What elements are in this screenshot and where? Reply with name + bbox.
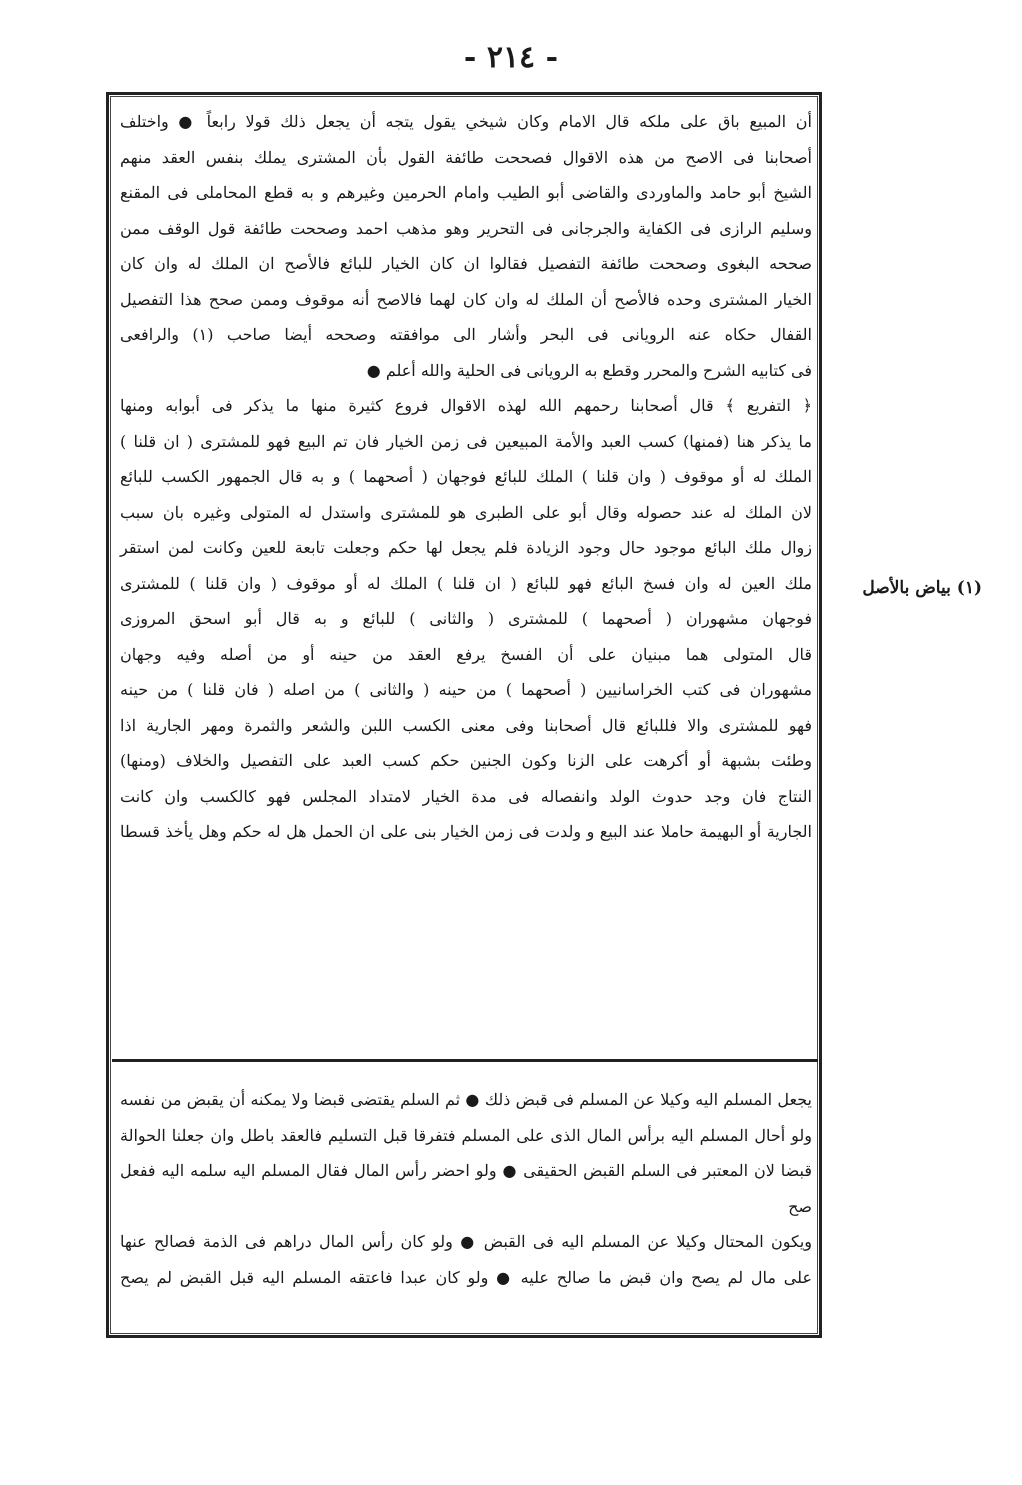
bottom-line: يجعل المسلم اليه وكيلا عن المسلم فى قبض ذلك ● ثم السلم يقتضى قبضا ولا يمكنه أن يقبض من نفسه: [120, 1090, 813, 1109]
main-text-block: [120, 104, 812, 850]
bottom-line: قبضا لان المعتبر فى السلم القبض الحقيقى ● ولو احضر رأس المال فقال المسلم اليه سلمه اليه ففعل صح: [120, 1161, 812, 1216]
main-line: زوال ملك البائع موجود حال وجود الزيادة فلم يجعل لها حكم وجعلت تابعة للعين وكانت لمن استقر: [120, 538, 812, 557]
main-line: الملك له أو موقوف ( وان قلنا ) الملك للبائع فوجهان ( أصحهما ) و به قال الجمهور الكسب للبائع: [120, 467, 812, 486]
main-line: صححه البغوى وصححت طائفة التفصيل فقالوا ان كان الخيار للبائع فالأصح ان الملك له وان كان: [120, 254, 813, 273]
page-number: - ٢١٤ -: [463, 40, 559, 75]
main-line: ملك العين له وان فسخ البائع فهو للبائع ( ان قلنا ) الملك له أو موقوف ( وان قلنا ) للمشترى: [120, 573, 812, 593]
main-line: وسليم الرازى فى الكفاية والجرجانى فى التحرير وهو مذهب احمد وصححت طائفة قول الوقف ممن: [120, 218, 812, 238]
main-line: الجارية أو البهيمة حاملا عند البيع و ولدت فى زمن الخيار بنى على ان الحمل هل له حكم وهل يأخذ قسطا: [120, 822, 812, 841]
main-line: لان الملك له عند حصوله وقال أبو على الطبرى هو للمشترى واستدل له المتولى وغيره بان سبب: [120, 502, 812, 522]
margin-footnote: (١) بياض بالأصل: [862, 578, 982, 598]
main-line: وطئت بشبهة أو أكرهت على الزنا وكون الجنين حكم كسب العبد على التفصيل والخلاف (ومنها): [120, 751, 812, 770]
main-line: ﴿ التفريع ﴾ قال أصحابنا رحمهم الله لهذه الاقوال فروع كثيرة منها ما يذكر فى أبوابه ومنها: [120, 396, 812, 415]
section-divider: [112, 1059, 818, 1062]
bottom-text-block: [120, 1082, 812, 1295]
main-line: فى كتابيه الشرح والمحرر وقطع به الرويانى فى الحلية والله أعلم ●: [366, 360, 812, 380]
bottom-line: ولو أحال المسلم اليه برأس المال الذى على المسلم فتفرقا قبل التسليم فالعقد باطل وان جعلنا الحوالة: [120, 1125, 812, 1145]
main-line: مشهوران فى كتب الخراسانيين ( أصحهما ) من حينه ( والثانى ) من اصله ( فان قلنا ) من حينه: [120, 680, 812, 699]
main-line: أن المبيع باق على ملكه قال الامام وكان شيخي يقول يتجه أن يجعل ذلك قولا رابعاً ● واختلف: [120, 112, 812, 131]
main-line: فهو للمشترى والا فللبائع قال أصحابنا وفى معنى الكسب اللبن والشعر والثمرة ومهر الجارية اذا: [120, 715, 812, 735]
main-line: فوجهان مشهوران ( أصحهما ) للمشترى ( والثانى ) للبائع و به قال أبو اسحق المروزى: [120, 609, 812, 628]
main-line: ما يذكر هنا (فمنها) كسب العبد والأمة المبيعين فى زمن الخيار فان تم البيع فهو للمشترى ( ان قلنا ): [120, 431, 813, 451]
main-line: أصحابنا فى الاصح من هذه الاقوال فصححت طائفة القول بأن المشترى يملك بنفس العقد منهم: [120, 147, 812, 167]
main-line: النتاج فان وجد حدوث الولد وانفصاله فى مدة الخيار لامتداد المجلس فهو كالكسب وان كانت: [120, 786, 812, 806]
main-line: الشيخ أبو حامد والماوردى والقاضى أبو الطيب وامام الحرمين وغيرهم و به قطع المحاملى فى المقنع: [120, 183, 812, 202]
main-line: قال المتولى هما مبنيان على أن الفسخ يرفع العقد من حينه أو من أصله وفيه وجهان: [120, 644, 812, 664]
bottom-line: على مال لم يصح وان قبض ما صالح عليه ● ولو كان عبدا فاعتقه المسلم اليه قبل القبض لم يصح: [120, 1267, 812, 1287]
main-line: القفال حكاه عنه الرويانى فى البحر وأشار الى موافقته وصححه أيضا صاحب (١) والرافعى: [120, 325, 812, 344]
bottom-line: ويكون المحتال وكيلا عن المسلم اليه فى القبض ● ولو كان رأس المال دراهم فى الذمة فصالح عنها: [120, 1232, 812, 1251]
main-line: الخيار المشترى وحده فالأصح أن الملك له وان كان لهما فالاصح أنه موقوف وممن صحح هذا التفصيل: [120, 289, 812, 309]
